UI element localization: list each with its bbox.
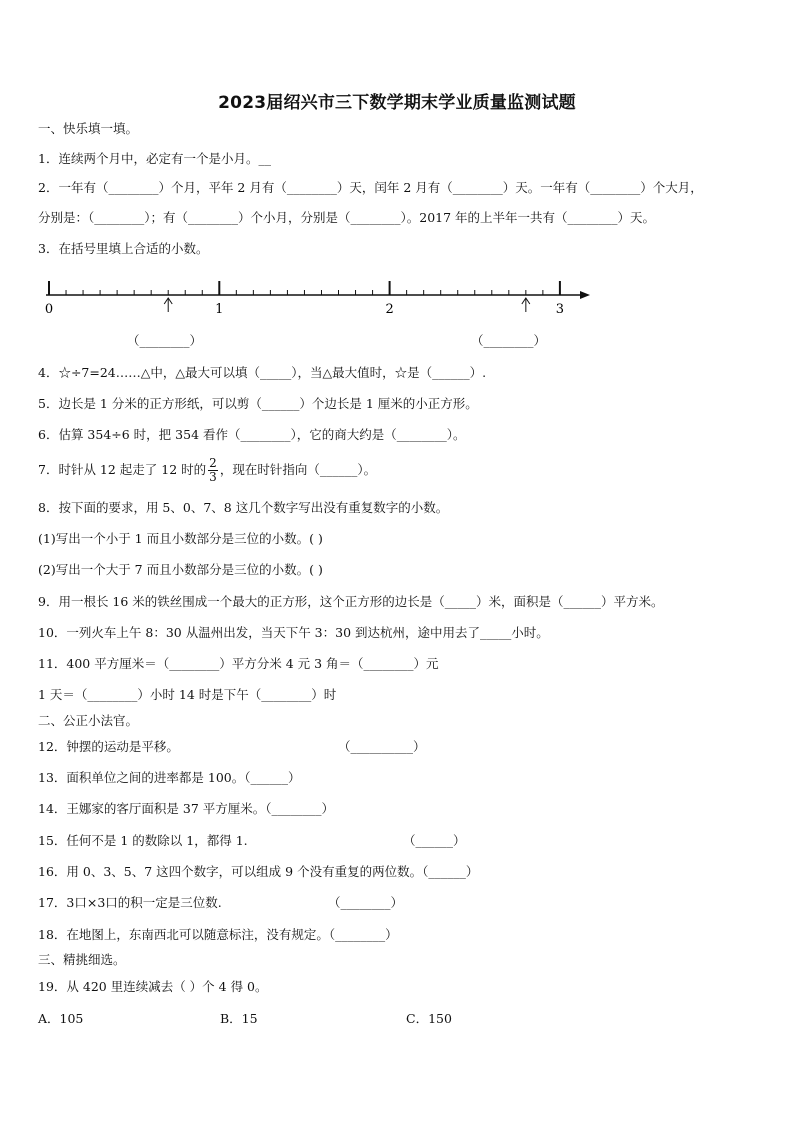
question-10: 10．一列火车上午 8：30 从温州出发，当天下午 3：30 到达杭州，途中用去了_____小时。 <box>38 625 549 640</box>
question-12: 12．钟摆的运动是平移。 <box>38 739 179 754</box>
question-7-suffix: ，现在时针指向（______）。 <box>219 462 377 477</box>
section-heading-1: 一、快乐填一填。 <box>38 121 139 136</box>
question-6: 6．估算 354÷6 时，把 354 看作（________），它的商大约是（________）。 <box>38 427 466 442</box>
section-heading-2: 二、公正小法官。 <box>38 713 139 728</box>
question-2-line-2: 分别是：（________）；有（________）个小月，分别是（________）。2017 年的上半年一共有（________）天。 <box>38 210 656 225</box>
question-11-line-2: 1 天＝（________）小时 14 时是下午（________）时 <box>38 687 337 702</box>
question-19: 19．从 420 里连续减去（ ）个 4 得 0。 <box>38 979 268 994</box>
up-arrow-icon <box>522 298 530 312</box>
number-line-labels <box>45 302 564 317</box>
question-7-prefix: 7．时针从 12 起走了 12 时的 <box>38 462 207 477</box>
tick-label-2: 2 <box>385 302 394 317</box>
tick-label-0: 0 <box>44 302 54 317</box>
page-title: 2023届绍兴市三下数学期末学业质量监测试题 <box>218 93 576 113</box>
number-line <box>40 270 600 320</box>
tick-label-1: 1 <box>215 302 224 317</box>
question-3-blank-right[interactable]: （________） <box>471 333 547 348</box>
question-16: 16．用 0、3、5、7 这四个数字，可以组成 9 个没有重复的两位数。（______） <box>38 864 479 879</box>
number-line-arrowhead <box>580 291 590 299</box>
question-8: 8．按下面的要求，用 5、0、7、8 这几个数字写出没有重复数字的小数。 <box>38 500 449 515</box>
question-7 <box>38 457 376 484</box>
question-13: 13．面积单位之间的进率都是 100。（______） <box>38 770 301 785</box>
question-2-line-1: 2．一年有（________）个月，平年 2 月有（________）天，闰年 2 月有（________）天。一年有（________）个大月， <box>38 180 703 195</box>
fraction-denominator: 3 <box>209 470 217 484</box>
question-1: 1．连续两个月中，必定有一个是小月。__ <box>38 151 271 166</box>
question-19-option-a[interactable]: A．105 <box>38 1011 84 1026</box>
question-8-part-1: (1)写出一个小于 1 而且小数部分是三位的小数。( ) <box>38 531 323 546</box>
section-heading-3: 三、精挑细选。 <box>38 952 126 967</box>
question-3: 3．在括号里填上合适的小数。 <box>38 241 209 256</box>
question-17: 17．3口×3口的积一定是三位数. <box>38 895 222 910</box>
up-arrow-icon <box>164 298 172 312</box>
question-19-option-b[interactable]: B．15 <box>220 1011 258 1026</box>
fraction-numerator: 2 <box>209 456 217 470</box>
question-14: 14．王娜家的客厅面积是 37 平方厘米。（________） <box>38 801 335 816</box>
question-4: 4．☆÷7=24……△中，△最大可以填（_____），当△最大值时，☆是（______）. <box>38 365 487 380</box>
question-12-blank[interactable]: （__________） <box>338 739 426 754</box>
fraction-two-thirds <box>208 457 218 484</box>
question-15: 15．任何不是 1 的数除以 1，都得 1. <box>38 833 248 848</box>
question-18: 18．在地图上，东南西北可以随意标注，没有规定。（________） <box>38 927 398 942</box>
question-5: 5．边长是 1 分米的正方形纸，可以剪（______）个边长是 1 厘米的小正方形。 <box>38 396 478 411</box>
question-8-part-2: (2)写出一个大于 7 而且小数部分是三位的小数。( ) <box>38 562 323 577</box>
tick-label-3: 3 <box>555 302 565 317</box>
question-3-blank-left[interactable]: （________） <box>127 333 203 348</box>
question-17-blank[interactable]: （________） <box>328 895 404 910</box>
question-15-blank[interactable]: （______） <box>403 833 466 848</box>
question-11-line-1: 11．400 平方厘米＝（________）平方分米 4 元 3 角＝（________）元 <box>38 656 439 671</box>
question-9: 9．用一根长 16 米的铁丝围成一个最大的正方形，这个正方形的边长是（_____）米，面积是（______）平方米。 <box>38 594 664 609</box>
question-19-option-c[interactable]: C．150 <box>406 1011 452 1026</box>
number-line-ticks <box>49 281 560 295</box>
